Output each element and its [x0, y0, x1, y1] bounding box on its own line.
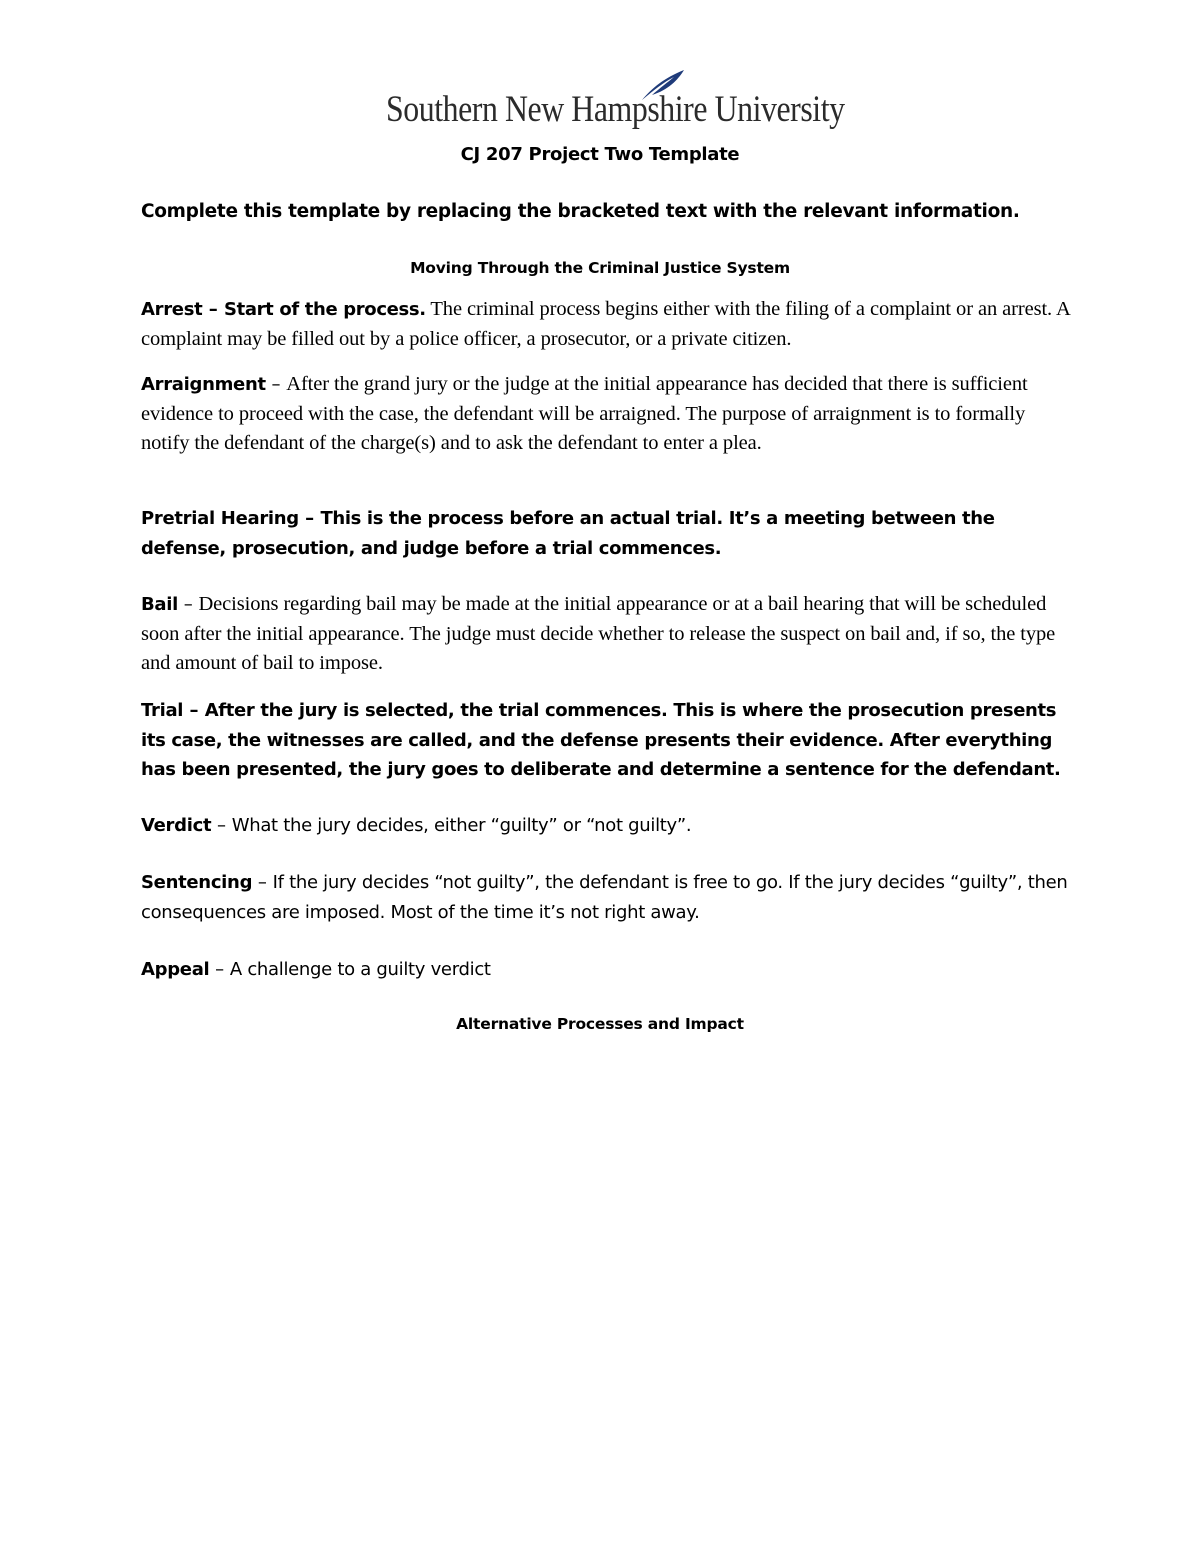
entry-text: If the jury decides “not guilty”, the defendant is free to go. If the jury decides “guilty”, then consequences are imposed. Most of the time it’s not right away.: [141, 872, 1068, 923]
entry-lead: Start of the process.: [223, 299, 426, 320]
entry-trial: [141, 696, 1076, 785]
entry-pretrial-hearing: [141, 504, 1076, 563]
entry-term: Appeal: [141, 959, 210, 980]
instructions-text: Complete this template by replacing the bracketed text with the relevant information.: [141, 201, 1020, 222]
entry-text: This is the process before an actual trial. It’s a meeting between the defense, prosecution, and judge before a trial commences.: [141, 508, 995, 559]
entry-text: What the jury decides, either “guilty” or “not guilty”.: [231, 815, 692, 836]
entry-dash: –: [209, 959, 230, 980]
entry-dash: –: [298, 508, 321, 529]
entry-sentencing: [141, 868, 1076, 927]
entry-arraignment: [141, 370, 1076, 459]
logo-wordmark: Southern New Hampshire University: [386, 89, 845, 130]
entry-appeal: [141, 955, 1076, 985]
entry-verdict: [141, 811, 1076, 841]
entry-dash: –: [178, 594, 199, 615]
entry-arrest: [141, 295, 1076, 354]
entry-bail: [141, 590, 1076, 679]
entry-text: A challenge to a guilty verdict: [229, 959, 491, 980]
entry-term: Sentencing: [141, 872, 253, 893]
document-title: CJ 207 Project Two Template: [460, 144, 740, 165]
entry-term: Bail: [141, 594, 179, 615]
entry-text: Decisions regarding bail may be made at the initial appearance or at a bail hearing that will be scheduled soon after the initial appearance. The judge must decide whether to release the suspect on bail and, if so, the type and amount of bail to impose.: [141, 593, 1056, 674]
entry-term: Pretrial Hearing: [141, 508, 299, 529]
entry-dash: –: [202, 299, 224, 320]
entry-text: The criminal process begins either with the filing of a complaint or an arrest. A complaint may be filled out by a police officer, a prosecutor, or a private citizen.: [141, 298, 1070, 350]
entry-term: Arraignment: [141, 374, 266, 395]
entry-dash: –: [265, 374, 287, 395]
section-heading-moving-through: Moving Through the Criminal Justice System: [410, 259, 790, 277]
entry-dash: –: [252, 872, 273, 893]
entry-term: Verdict: [141, 815, 212, 836]
entry-text: After the grand jury or the judge at the initial appearance has decided that there is sufficient evidence to proceed with the case, the defendant will be arraigned. The purpose of arraignment is to formally notify the defendant of the charge(s) and to ask the defendant to enter a plea.: [141, 373, 1028, 454]
entry-dash: –: [183, 700, 205, 721]
entry-term: Trial: [141, 700, 184, 721]
entry-text: After the jury is selected, the trial commences. This is where the prosecution presents its case, the witnesses are called, and the defense presents their evidence. After everything has been presented, the jury goes to deliberate and determine a sentence for the defendant.: [141, 700, 1061, 780]
university-logo: [386, 68, 845, 136]
section-heading-alternative-processes: Alternative Processes and Impact: [456, 1015, 744, 1033]
entry-term: Arrest: [141, 299, 203, 320]
entry-dash: –: [211, 815, 232, 836]
